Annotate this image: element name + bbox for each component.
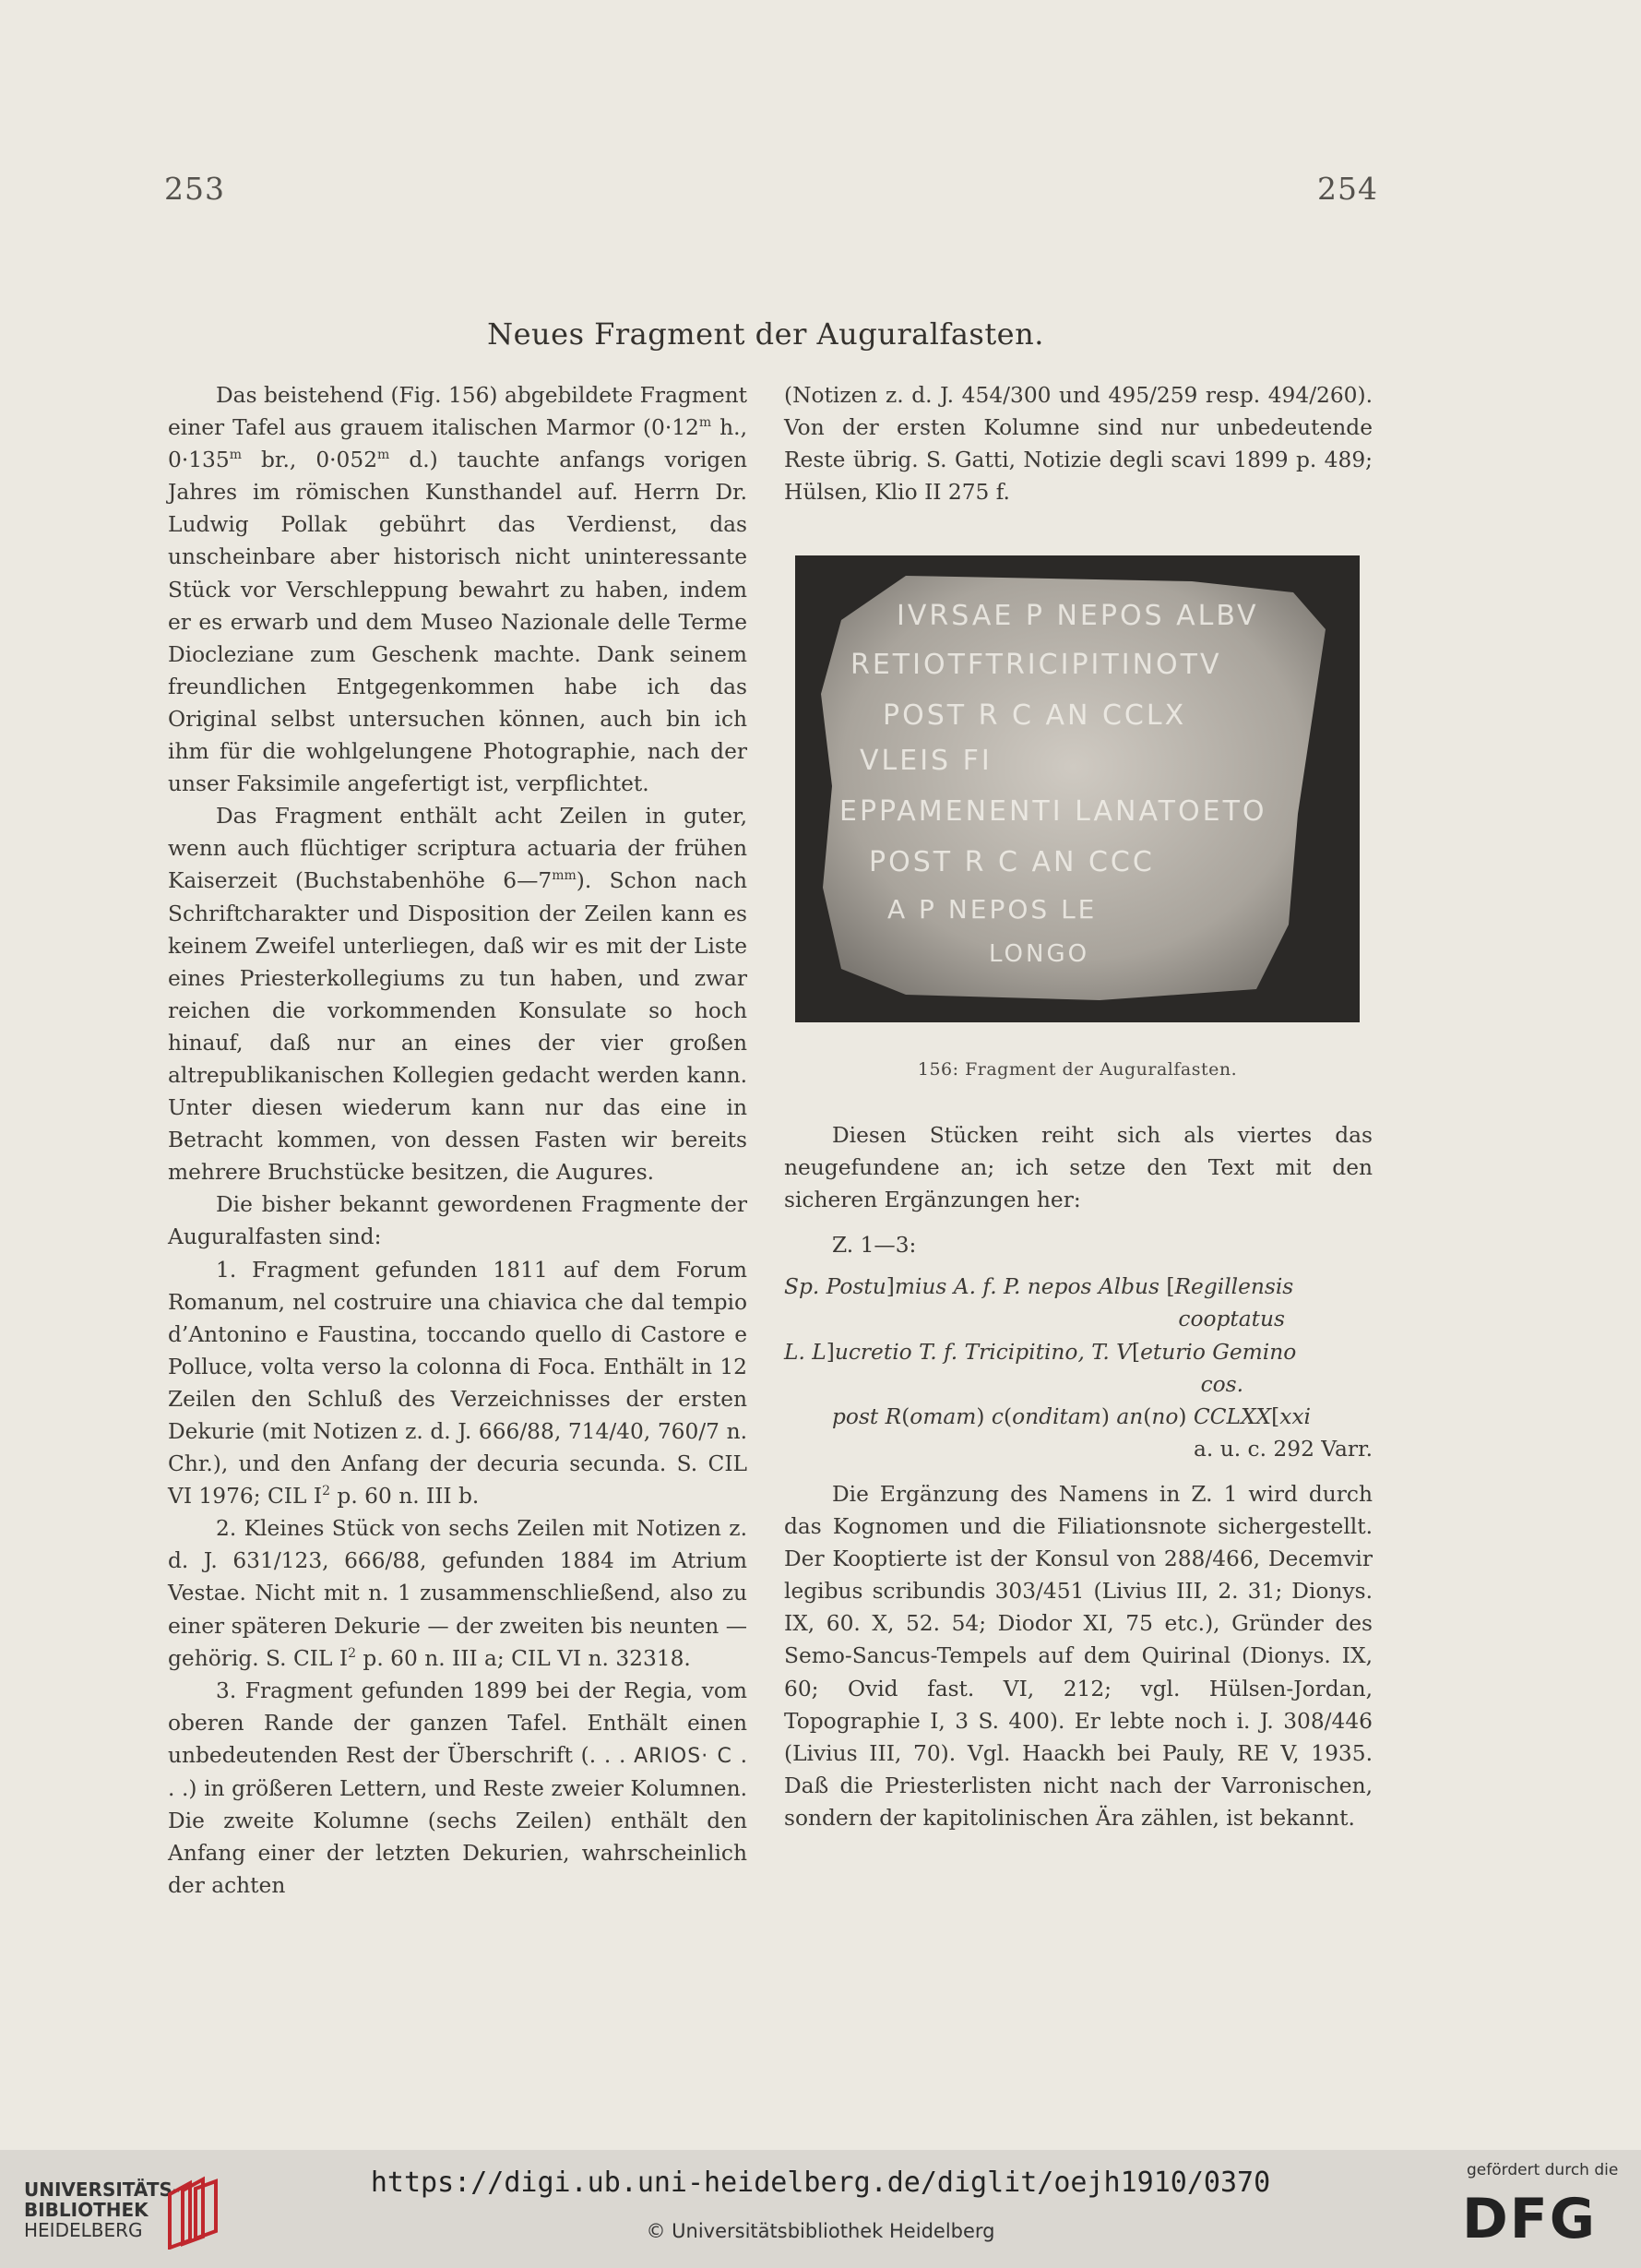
left-column: [168, 379, 747, 1902]
library-name: UNIVERSITÄTS- BIBLIOTHEK HEIDELBERG: [24, 2178, 181, 2241]
paragraph-3: Die bisher bekannt gewordenen Fragmente der Auguralfasten sind:: [168, 1192, 747, 1250]
page-number-right: 254: [1317, 171, 1378, 207]
marble-fragment: [821, 576, 1326, 1000]
line-reference: Z. 1—3:: [832, 1233, 917, 1259]
dfg-logo[interactable]: DFG: [1462, 2187, 1598, 2251]
inscription-line-8: LONGO: [989, 940, 1090, 968]
fragment-photo: [795, 555, 1360, 1022]
restoration-line-1: Sp. Postu]mius A. f. P. nepos Albus [Regillensis: [784, 1274, 1294, 1300]
restoration-line-3: post R(omam) c(onditam) an(no) CCLXX[xxi: [832, 1403, 1311, 1429]
figure-caption: 156: Fragment der Auguralfasten.: [917, 1059, 1238, 1080]
footer-bar: [0, 2150, 1641, 2268]
copyright-notice: © Universitätsbibliothek Heidelberg: [646, 2220, 995, 2242]
inscription-line-2: RETIOTFTRICIPITINOTV: [850, 649, 1222, 681]
paragraph: (Notizen z. d. J. 454/300 und 495/259 resp. 494/260). Von der ersten Kolumne sind nur unbedeutende Reste übrig. S. Gatti, Notizie degli scavi 1899 p. 489; Hülsen, Klio II 275 f.: [784, 383, 1373, 506]
paragraph-4: 1. Fragment gefunden 1811 auf dem Forum Romanum, nel costruire una chiavica che dal tempio d’Antonino e Faustina, toccando quello di Castore e Polluce, volta verso la colonna di Foca. Enthält in 12 Zeilen den Schluß des Verzeichnisses der ersten Dekurie (mit Notizen z. d. J. 666/88, 714/40, 760/7 n. Chr.), und den Anfang der decuria secunda. S. CIL VI 1976; CIL $I^2$ p. 60 n. III b.: [168, 1257, 747, 1510]
restoration-block: [784, 1271, 1373, 1465]
inscription-line-6: POST R C AN CCC: [869, 846, 1155, 878]
inscription-line-1: IVRSAE P NEPOS ALBV: [897, 600, 1259, 632]
inscription-line-7: A P NEPOS LE: [887, 894, 1098, 925]
restoration-line-2b: cos.: [1200, 1371, 1243, 1397]
article-title: Neues Fragment der Auguralfasten.: [487, 316, 1044, 352]
paragraph-5: 2. Kleines Stück von sechs Zeilen mit Notizen z. d. J. 631/123, 666/88, gefunden 1884 im Atrium Vestae. Nicht mit n. 1 zusammenschließend, also zu einer späteren Dekurie — der zweiten bis neunten — gehörig. S. CIL $I^2$ p. 60 n. III a; CIL VI n. 32318.: [168, 1516, 747, 1671]
paragraph: Diesen Stücken reiht sich als viertes das neugefundene an; ich setze den Text mit den sicheren Ergänzungen her:: [784, 1123, 1373, 1213]
right-column-bottom: [784, 1119, 1373, 1834]
inscription-line-5: EPPAMENENTI LANATOETO: [839, 795, 1267, 828]
restoration-line-2: L. L]ucretio T. f. Tricipitino, T. V[eturio Gemino: [784, 1339, 1297, 1365]
paragraph-2: Das Fragment enthält acht Zeilen in guter, wenn auch flüchtiger scriptura actuaria der frühen Kaiserzeit (Buchstabenhöhe $6—7^{mm}$). Schon nach Schriftcharakter und Disposition der Zeilen kann es keinem Zweifel unterliegen, daß wir es mit der Liste eines Priesterkollegiums zu tun haben, und zwar reichen die vorkommenden Konsulate so hoch hinauf, daß nur an eines der vier großen altrepublikanischen Kollegien gedacht werden kann. Unter diesen wiederum kann nur das eine in Betracht kommen, von dessen Fasten wir bereits mehrere Bruchstücke besitzen, die Augures.: [168, 804, 748, 1186]
page-number-left: 253: [164, 171, 225, 207]
paragraph-1: Das beistehend (Fig. 156) abgebildete Fragment einer Tafel aus grauem italischen Marmor ($0\cdot 12^m$ h., $0\cdot 135^m$ br., $0\cdot 052^m$ d.) tauchte anfangs vorigen Jahres im römischen Kunsthandel auf. Herrn Dr. Ludwig Pollak gebührt das Verdienst, das unscheinbare aber historisch nicht uninteressante Stück vor Verschleppung bewahrt zu haben, indem er es erwarb und dem Museo Nazionale delle Terme Diocleziane zum Geschenk machte. Dank seinem freundlichen Entgegenkommen habe ich das Original selbst untersuchen können, auch bin ich ihm für die wohlgelungene Photographie, nach der unser Faksimile angefertigt ist, verpflichtet.: [168, 383, 747, 797]
paragraph-6: 3. Fragment gefunden 1899 bei der Regia, vom oberen Rande der ganzen Tafel. Enthält einen unbedeutenden Rest der Überschrift (. . . ARIOS· C . . .) in größeren Lettern, und Reste zweier Kolumnen. Die zweite Kolumne (sechs Zeilen) enthält den Anfang einer der letzten Dekurien, wahrscheinlich der achten: [168, 1677, 747, 1899]
funding-label: gefördert durch die: [1467, 2161, 1619, 2179]
right-column-top: [784, 379, 1373, 508]
restoration-line-1b: cooptatus: [1178, 1307, 1285, 1332]
inscription-line-4: VLEIS FI: [860, 745, 993, 777]
restoration-line-3b: a. u. c. 292 Varr.: [1194, 1436, 1373, 1462]
inscription-line-3: POST R C AN CCLX: [883, 699, 1187, 732]
paragraph: Die Ergänzung des Namens in Z. 1 wird durch das Kognomen und die Filiationsnote sichergestellt. Der Kooptierte ist der Konsul von 288/466, Decemvir legibus scribundis 303/451 (Livius III, 2. 31; Dionys. IX, 60. X, 52. 54; Diodor XI, 75 etc.), Gründer des Semo-Sancus-Tempels auf dem Quirinal (Dionys. IX, 60; Ovid fast. VI, 212; vgl. Hülsen-Jordan, Topographie I, 3 S. 400). Er lebte noch i. J. 308/446 (Livius III, 70). Vgl. Haackh bei Pauly, RE V, 1935. Daß die Priesterlisten nicht nach der Varronischen, sondern der kapitolinischen Ära zählen, ist bekannt.: [784, 1481, 1373, 1831]
permalink-url[interactable]: https://digi.ub.uni-heidelberg.de/diglit/oejh1910/0370: [370, 2167, 1271, 2199]
